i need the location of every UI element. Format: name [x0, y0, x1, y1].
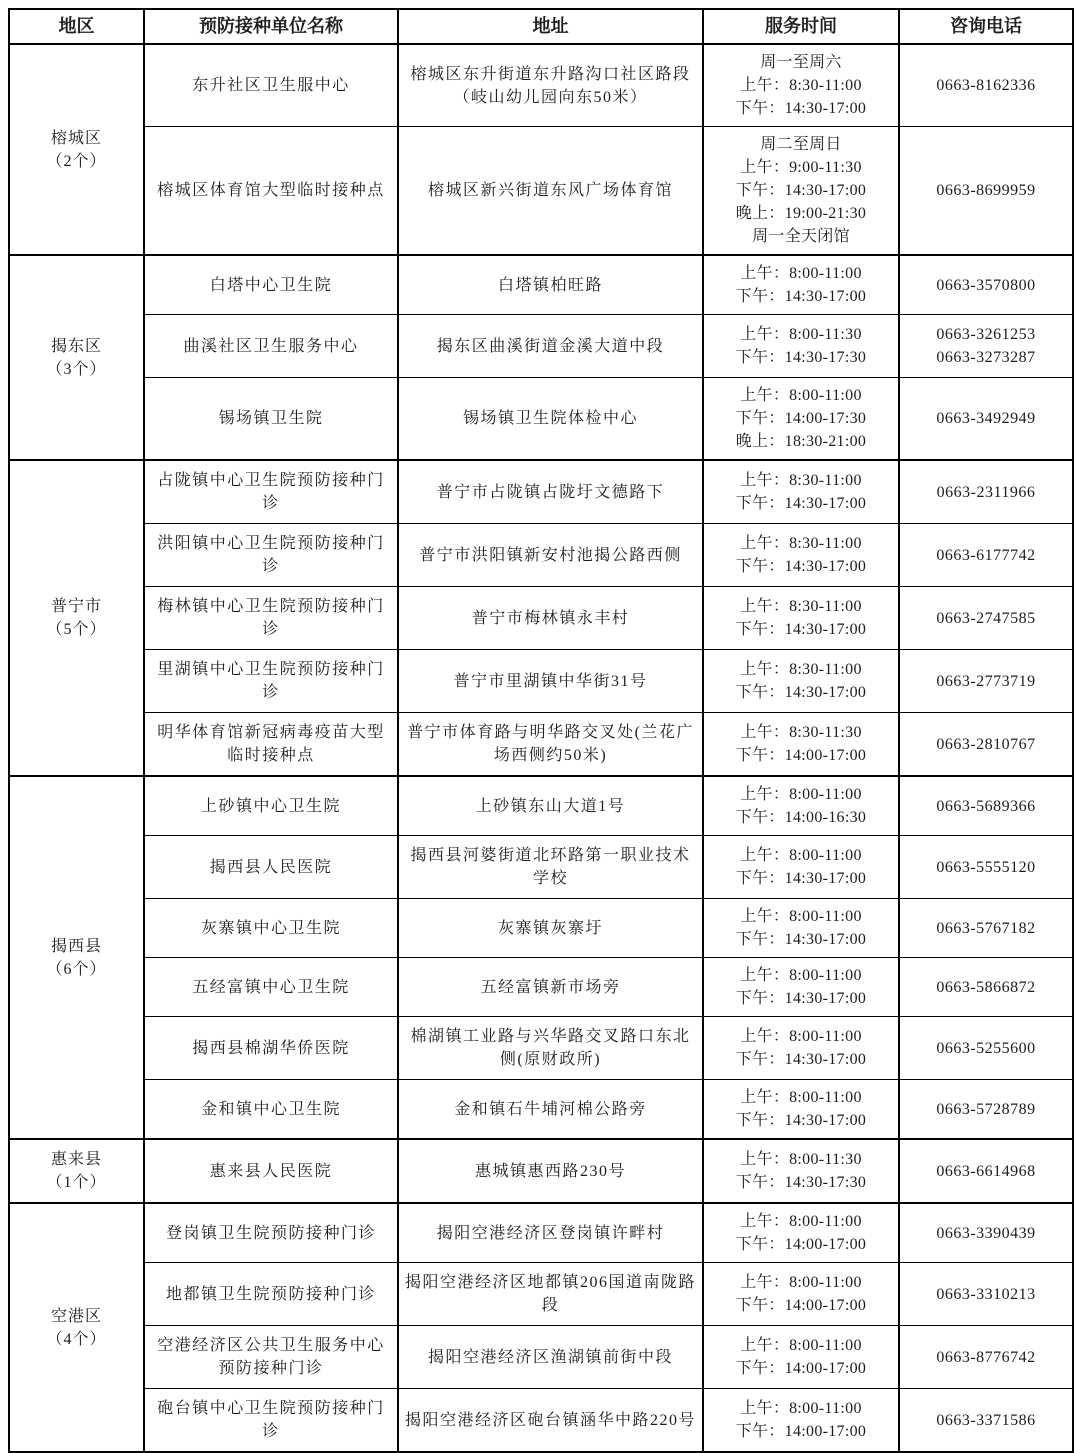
phone-cell	[899, 587, 1073, 650]
phone-number: 0663-3261253	[936, 326, 1036, 343]
region-count: （4个）	[46, 1330, 107, 1348]
region-name: 揭西县	[50, 937, 102, 955]
service-hours-line: 上午：8:00-11:00	[740, 847, 862, 864]
service-hours-cell	[703, 1389, 899, 1453]
region-count: （2个）	[46, 152, 107, 170]
region-cell	[9, 460, 144, 776]
service-hours-line: 下午：14:30-17:30	[735, 349, 867, 366]
phone-cell	[899, 713, 1073, 777]
address-cell: 普宁市梅林镇永丰村	[398, 587, 703, 650]
address-cell: 惠城镇惠西路230号	[398, 1139, 703, 1203]
service-hours-line: 下午：14:30-17:00	[735, 100, 867, 117]
region-cell	[9, 44, 144, 255]
service-hours-line: 晚上：19:00-21:30	[735, 205, 867, 222]
phone-number: 0663-3390439	[936, 1224, 1036, 1242]
address-cell: 棉湖镇工业路与兴华路交叉路口东北侧(原财政所)	[398, 1017, 703, 1080]
service-hours-line: 下午：14:30-17:00	[735, 288, 867, 305]
table-row	[9, 255, 1073, 315]
unit-name-cell: 揭西县人民医院	[144, 836, 398, 899]
service-hours-line: 下午：14:30-17:00	[735, 621, 867, 638]
phone-number: 0663-3492949	[936, 410, 1036, 427]
phone-cell	[899, 524, 1073, 587]
phone-cell	[899, 958, 1073, 1017]
phone-number: 0663-5255600	[936, 1039, 1036, 1057]
header-unit-name: 预防接种单位名称	[144, 9, 398, 44]
phone-number: 0663-3570800	[936, 276, 1036, 294]
unit-name-cell: 明华体育馆新冠病毒疫苗大型临时接种点	[144, 713, 398, 777]
service-hours-line: 下午：14:00-17:00	[735, 1236, 867, 1253]
service-hours-line: 下午：14:30-17:00	[735, 990, 867, 1007]
phone-cell	[899, 378, 1073, 461]
table-row	[9, 713, 1073, 777]
phone-number: 0663-5555120	[936, 858, 1036, 876]
table-row	[9, 378, 1073, 461]
service-hours-cell	[703, 650, 899, 713]
service-hours-line: 上午：8:00-11:00	[740, 908, 862, 925]
phone-cell	[899, 1203, 1073, 1263]
table-body	[9, 44, 1073, 1452]
address-cell: 揭阳空港经济区地都镇206国道南陇路段	[398, 1263, 703, 1326]
service-hours-cell	[703, 1326, 899, 1389]
service-hours-cell	[703, 899, 899, 958]
service-hours-line: 下午：14:00-17:00	[735, 1360, 867, 1377]
table-row	[9, 587, 1073, 650]
region-cell	[9, 776, 144, 1139]
service-hours-line: 上午：8:00-11:30	[740, 1151, 862, 1168]
region-count: （3个）	[46, 360, 107, 378]
address-cell: 榕城区东升街道东升路沟口社区路段（岐山幼儿园向东50米）	[398, 44, 703, 127]
phone-number: 0663-6614968	[936, 1162, 1036, 1180]
service-hours-cell	[703, 378, 899, 461]
service-hours-cell	[703, 713, 899, 777]
service-hours-line: 上午：8:30-11:00	[740, 77, 862, 94]
unit-name-cell: 揭西县棉湖华侨医院	[144, 1017, 398, 1080]
service-hours-line: 晚上：18:30-21:00	[735, 433, 867, 450]
service-hours-line: 上午：8:00-11:00	[740, 967, 862, 984]
table-row	[9, 1017, 1073, 1080]
service-hours-cell	[703, 1263, 899, 1326]
service-hours-line: 上午：9:00-11:30	[740, 159, 862, 176]
table-row	[9, 899, 1073, 958]
region-name: 惠来县	[50, 1151, 102, 1168]
unit-name-cell: 空港经济区公共卫生服务中心预防接种门诊	[144, 1326, 398, 1389]
region-name: 揭东区	[50, 337, 102, 355]
service-hours-line: 上午：8:30-11:00	[740, 535, 862, 552]
service-hours-cell	[703, 255, 899, 315]
service-hours-line: 下午：14:00-17:00	[735, 1423, 867, 1440]
phone-cell	[899, 44, 1073, 127]
service-hours-line: 下午：14:30-17:00	[735, 1051, 867, 1068]
header-row	[9, 9, 1073, 44]
phone-cell	[899, 315, 1073, 378]
region-count: （1个）	[46, 1174, 107, 1191]
table-row	[9, 650, 1073, 713]
table-row	[9, 524, 1073, 587]
unit-name-cell: 白塔中心卫生院	[144, 255, 398, 315]
address-cell: 普宁市体育路与明华路交叉处(兰花广场西侧约50米)	[398, 713, 703, 777]
service-hours-line: 下午：14:30-17:00	[735, 182, 867, 199]
unit-name-cell: 东升社区卫生服中心	[144, 44, 398, 127]
service-hours-cell	[703, 1139, 899, 1203]
header-address: 地址	[398, 9, 703, 44]
phone-cell	[899, 127, 1073, 256]
phone-cell	[899, 1080, 1073, 1140]
service-hours-line: 上午：8:00-11:00	[740, 1274, 862, 1291]
unit-name-cell: 曲溪社区卫生服务中心	[144, 315, 398, 378]
phone-number: 0663-8162336	[936, 77, 1036, 94]
address-cell: 榕城区新兴街道东风广场体育馆	[398, 127, 703, 256]
service-hours-line: 周二至周日	[760, 136, 842, 153]
table-row	[9, 836, 1073, 899]
service-hours-line: 下午：14:30-17:00	[735, 684, 867, 701]
service-hours-line: 上午：8:00-11:00	[740, 786, 862, 803]
service-hours-line: 下午：14:30-17:00	[735, 870, 867, 887]
table-row	[9, 1389, 1073, 1453]
service-hours-line: 下午：14:00-17:00	[735, 747, 867, 764]
table-row	[9, 315, 1073, 378]
address-cell: 白塔镇柏旺路	[398, 255, 703, 315]
header-region: 地区	[9, 9, 144, 44]
address-cell: 揭东区曲溪街道金溪大道中段	[398, 315, 703, 378]
region-cell	[9, 1203, 144, 1452]
service-hours-line: 下午：14:00-17:30	[735, 410, 867, 427]
region-name: 空港区	[50, 1307, 102, 1325]
service-hours-line: 上午：8:00-11:00	[740, 1337, 862, 1354]
service-hours-line: 上午：8:30-11:00	[740, 598, 862, 615]
phone-cell	[899, 899, 1073, 958]
phone-number: 0663-2747585	[936, 609, 1036, 627]
service-hours-cell	[703, 776, 899, 836]
address-cell: 五经富镇新市场旁	[398, 958, 703, 1017]
phone-number: 0663-5767182	[936, 919, 1036, 937]
unit-name-cell: 上砂镇中心卫生院	[144, 776, 398, 836]
table-row	[9, 958, 1073, 1017]
address-cell: 灰寨镇灰寨圩	[398, 899, 703, 958]
address-cell: 上砂镇东山大道1号	[398, 776, 703, 836]
table-row	[9, 1326, 1073, 1389]
address-cell: 揭阳空港经济区砲台镇涵华中路220号	[398, 1389, 703, 1453]
table-row	[9, 1203, 1073, 1263]
service-hours-line: 上午：8:00-11:00	[740, 265, 862, 282]
table-row	[9, 44, 1073, 127]
service-hours-line: 上午：8:30-11:00	[740, 661, 862, 678]
phone-cell	[899, 255, 1073, 315]
unit-name-cell: 洪阳镇中心卫生院预防接种门诊	[144, 524, 398, 587]
phone-number: 0663-2810767	[936, 735, 1036, 753]
phone-number: 0663-2311966	[936, 483, 1036, 501]
table-row	[9, 127, 1073, 256]
phone-number: 0663-8776742	[936, 1348, 1036, 1366]
region-count: （5个）	[46, 621, 107, 638]
table-row	[9, 1080, 1073, 1140]
service-hours-line: 下午：14:30-17:00	[735, 558, 867, 575]
table-row	[9, 1139, 1073, 1203]
service-hours-cell	[703, 315, 899, 378]
service-hours-cell	[703, 1203, 899, 1263]
unit-name-cell: 灰寨镇中心卫生院	[144, 899, 398, 958]
region-name: 普宁市	[50, 598, 102, 615]
service-hours-line: 上午：8:00-11:00	[740, 387, 862, 404]
address-cell: 金和镇石牛埔河棉公路旁	[398, 1080, 703, 1140]
service-hours-line: 下午：14:30-17:00	[735, 1112, 867, 1129]
unit-name-cell: 梅林镇中心卫生院预防接种门诊	[144, 587, 398, 650]
header-service-hours: 服务时间	[703, 9, 899, 44]
service-hours-line: 下午：14:00-17:00	[735, 1297, 867, 1314]
unit-name-cell: 惠来县人民医院	[144, 1139, 398, 1203]
service-hours-cell	[703, 460, 899, 524]
service-hours-line: 上午：8:00-11:00	[740, 1089, 862, 1106]
service-hours-line: 周一全天闭馆	[752, 228, 850, 245]
service-hours-line: 下午：14:30-17:30	[735, 1174, 867, 1191]
unit-name-cell: 金和镇中心卫生院	[144, 1080, 398, 1140]
unit-name-cell: 里湖镇中心卫生院预防接种门诊	[144, 650, 398, 713]
phone-number: 0663-3310213	[936, 1285, 1036, 1303]
unit-name-cell: 砲台镇中心卫生院预防接种门诊	[144, 1389, 398, 1453]
region-count: （6个）	[46, 960, 107, 978]
service-hours-line: 下午：14:30-17:00	[735, 495, 867, 512]
phone-number: 0663-8699959	[936, 182, 1036, 199]
unit-name-cell: 占陇镇中心卫生院预防接种门诊	[144, 460, 398, 524]
phone-cell	[899, 776, 1073, 836]
service-hours-cell	[703, 44, 899, 127]
address-cell: 揭阳空港经济区渔湖镇前街中段	[398, 1326, 703, 1389]
unit-name-cell: 锡场镇卫生院	[144, 378, 398, 461]
region-name: 榕城区	[50, 129, 102, 147]
service-hours-line: 上午：8:00-11:00	[740, 1028, 862, 1045]
phone-number: 0663-3273287	[936, 349, 1036, 366]
address-cell: 锡场镇卫生院体检中心	[398, 378, 703, 461]
service-hours-line: 上午：8:30-11:00	[740, 472, 862, 489]
service-hours-cell	[703, 1080, 899, 1140]
phone-cell	[899, 1326, 1073, 1389]
region-cell	[9, 255, 144, 460]
phone-cell	[899, 1017, 1073, 1080]
service-hours-cell	[703, 958, 899, 1017]
address-cell: 普宁市里湖镇中华街31号	[398, 650, 703, 713]
phone-number: 0663-3371586	[936, 1411, 1036, 1429]
service-hours-line: 上午：8:30-11:30	[740, 724, 862, 741]
phone-number: 0663-5728789	[936, 1100, 1036, 1118]
address-cell: 普宁市洪阳镇新安村池揭公路西侧	[398, 524, 703, 587]
unit-name-cell: 榕城区体育馆大型临时接种点	[144, 127, 398, 256]
phone-cell	[899, 1389, 1073, 1453]
region-cell	[9, 1139, 144, 1203]
table-row	[9, 1263, 1073, 1326]
service-hours-line: 上午：8:00-11:30	[740, 326, 862, 343]
address-cell: 揭西县河婆街道北环路第一职业技术学校	[398, 836, 703, 899]
table-row	[9, 460, 1073, 524]
phone-cell	[899, 1263, 1073, 1326]
header-phone: 咨询电话	[899, 9, 1073, 44]
phone-cell	[899, 460, 1073, 524]
unit-name-cell: 地都镇卫生院预防接种门诊	[144, 1263, 398, 1326]
service-hours-line: 下午：14:30-17:00	[735, 931, 867, 948]
service-hours-cell	[703, 524, 899, 587]
phone-cell	[899, 650, 1073, 713]
service-hours-line: 上午：8:00-11:00	[740, 1213, 862, 1230]
address-cell: 揭阳空港经济区登岗镇许畔村	[398, 1203, 703, 1263]
service-hours-line: 周一至周六	[760, 54, 842, 71]
phone-cell	[899, 836, 1073, 899]
address-cell: 普宁市占陇镇占陇圩文德路下	[398, 460, 703, 524]
service-hours-line: 下午：14:00-16:30	[735, 809, 867, 826]
phone-number: 0663-2773719	[936, 672, 1036, 690]
table-row	[9, 776, 1073, 836]
vaccination-sites-table	[8, 8, 1074, 1453]
service-hours-cell	[703, 127, 899, 256]
service-hours-cell	[703, 587, 899, 650]
unit-name-cell: 登岗镇卫生院预防接种门诊	[144, 1203, 398, 1263]
service-hours-cell	[703, 1017, 899, 1080]
phone-cell	[899, 1139, 1073, 1203]
service-hours-cell	[703, 836, 899, 899]
phone-number: 0663-5689366	[936, 797, 1036, 815]
service-hours-line: 上午：8:00-11:00	[740, 1400, 862, 1417]
phone-number: 0663-6177742	[936, 546, 1036, 564]
phone-number: 0663-5866872	[936, 978, 1036, 996]
unit-name-cell: 五经富镇中心卫生院	[144, 958, 398, 1017]
